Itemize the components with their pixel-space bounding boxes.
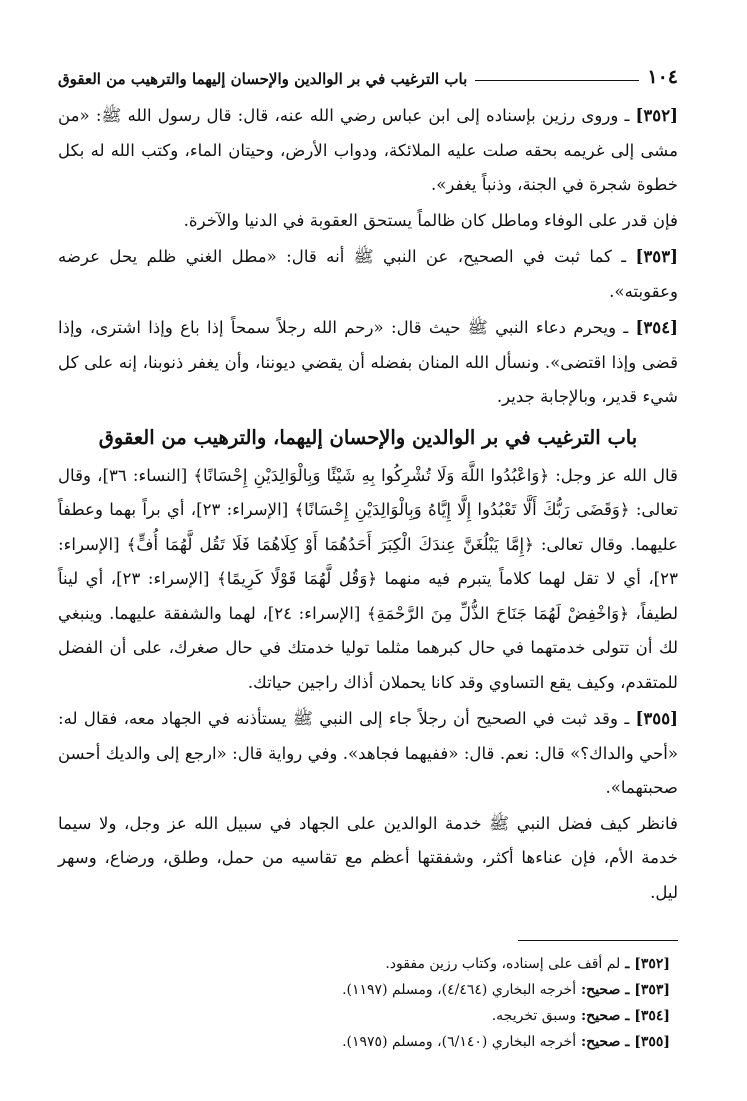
- page-header: [58, 58, 678, 88]
- footnote-item: [58, 1029, 670, 1055]
- footnote-text: وسبق تخريجه.: [491, 1008, 577, 1024]
- book-page: [58, 58, 678, 1055]
- paragraph-text: ـ كما ثبت في الصحيح، عن النبي ﷺ أنه قال: «مطل الغني ظلم يحل عرضه وعقوبته».: [58, 247, 678, 301]
- paragraph-text: ـ وقد ثبت في الصحيح أن رجلاً جاء إلى النبي ﷺ يستأذنه في الجهاد معه، فقال له: «أحي والداك؟» قال: نعم. قال: «ففيهما فجاهد». وفي رواية قال: «ارجع إلى والديك أحسن صحبتهما».: [58, 709, 678, 797]
- paragraph-conclusion: [58, 807, 678, 911]
- footnote-number: [٣٥٢]: [634, 956, 670, 972]
- running-title: باب الترغيب في بر الوالدين والإحسان إليهما والترهيب من العقوق: [58, 70, 468, 88]
- footnote-text: لم أقف على إسناده، وكتاب رزين مفقود.: [385, 956, 621, 972]
- paragraph-355: [58, 701, 678, 806]
- paragraph-354: [58, 310, 678, 415]
- footnote-rule: [518, 940, 678, 941]
- chapter-title: باب الترغيب في بر الوالدين والإحسان إليهما، والترهيب من العقوق: [98, 425, 638, 449]
- page-number: ١٠٤: [647, 66, 678, 88]
- footnote-text: أخرجه البخاري (٦/١٤٠)، ومسلم (١٩٧٥).: [342, 1034, 577, 1050]
- paragraph-text: فانظر كيف فضل النبي ﷺ خدمة الوالدين على الجهاد في سبيل الله عز وجل، ولا سيما خدمة الأم، فإن عناءها أكثر، وشفقتها أعظم مع تقاسيه من حمل، وطلق، ورضاع، وسهر ليل.: [58, 813, 678, 902]
- paragraph-353: [58, 239, 678, 309]
- paragraph-text: فإن قدر على الوفاء وماطل كان ظالماً يستحق العقوبة في الدنيا والآخرة.: [183, 210, 678, 230]
- footnote-number: [٣٥٥]: [634, 1034, 670, 1050]
- hadith-number: [٣٥٥]: [635, 708, 678, 728]
- footnote-grade: ـ صحيح:: [576, 1008, 635, 1024]
- footnotes: [58, 951, 678, 1055]
- footnote-grade: ـ صحيح:: [576, 982, 635, 998]
- paragraph-text: ـ وروى رزين بإسناده إلى ابن عباس رضي الله عنه، قال: قال رسول الله ﷺ: «من مشى إلى غريمه بحقه صلت عليه الملائكة، ودواب الأرض، وحيتان الماء، وكتب الله له بكل خطوة شجرة في الجنة، وذنباً يغفر».: [58, 106, 678, 194]
- paragraph-352: [58, 98, 678, 203]
- hadith-number: [٣٥٤]: [635, 317, 678, 337]
- footnote-item: [58, 977, 670, 1003]
- footnote-grade: ـ صحيح:: [576, 1034, 635, 1050]
- paragraph-commentary: [58, 204, 678, 239]
- header-rule: [475, 80, 639, 81]
- footnote-number: [٣٥٣]: [634, 982, 670, 998]
- footnote-text: أخرجه البخاري (٤/٤٦٤)، ومسلم (١١٩٧).: [342, 982, 577, 998]
- hadith-number: [٣٥٢]: [635, 105, 678, 125]
- footnote-item: [58, 951, 670, 977]
- chapter-body: قال الله عز وجل: ﴿وَاعْبُدُوا اللَّهَ وَلَا تُشْرِكُوا بِهِ شَيْئًا وَبِالْوَالِدَيْنِ إِحْسَانًا﴾ [النساء: ٣٦]، وقال تعالى: ﴿وَقَضَى رَبُّكَ أَلَّا تَعْبُدُوا إِلَّا إِيَّاهُ وَبِالْوَالِدَيْنِ إِحْسَانًا﴾ [الإسراء: ٢٣]، أي براً بهما وعطفاً عليهما. وقال تعالى: ﴿إِمَّا يَبْلُغَنَّ عِندَكَ الْكِبَرَ أَحَدُهُمَا أَوْ كِلَاهُمَا فَلَا تَقُل لَّهُمَا أُفٍّ﴾ [الإسراء: ٢٣]، أي لا تقل لهما كلاماً يتبرم فيه منهما ﴿وَقُل لَّهُمَا قَوْلًا كَرِيمًا﴾ [الإسراء: ٢٣]، أي ليناً لطيفاً، ﴿وَاخْفِضْ لَهُمَا جَنَاحَ الذُّلِّ مِنَ الرَّحْمَةِ﴾ [الإسراء: ٢٤]، لهما والشفقة عليهما. وينبغي لك أن تتولى خدمتهما في حال كبرهما مثلما توليا خدمتك في حال صغرك، على أن الفضل للمتقدم، وكيف يقع التساوي وقد كانا يحملان أذاك راجين حياتك.: [58, 465, 679, 692]
- footnote-number: [٣٥٤]: [634, 1008, 670, 1024]
- footnote-item: [58, 1003, 670, 1029]
- footnote-grade: ـ: [620, 956, 635, 972]
- paragraph-text: ـ ويحرم دعاء النبي ﷺ حيث قال: «رحم الله رجلاً سمحاً إذا باع وإذا اشترى، وإذا قضى وإذا اقتضى». ونسأل الله المنان بفضله أن يقضي ديوننا، وأن يغفر ذنوبنا، إنه على كل شيء قدير، وبالإجابة جدير.: [58, 318, 678, 406]
- hadith-number: [٣٥٣]: [635, 246, 678, 266]
